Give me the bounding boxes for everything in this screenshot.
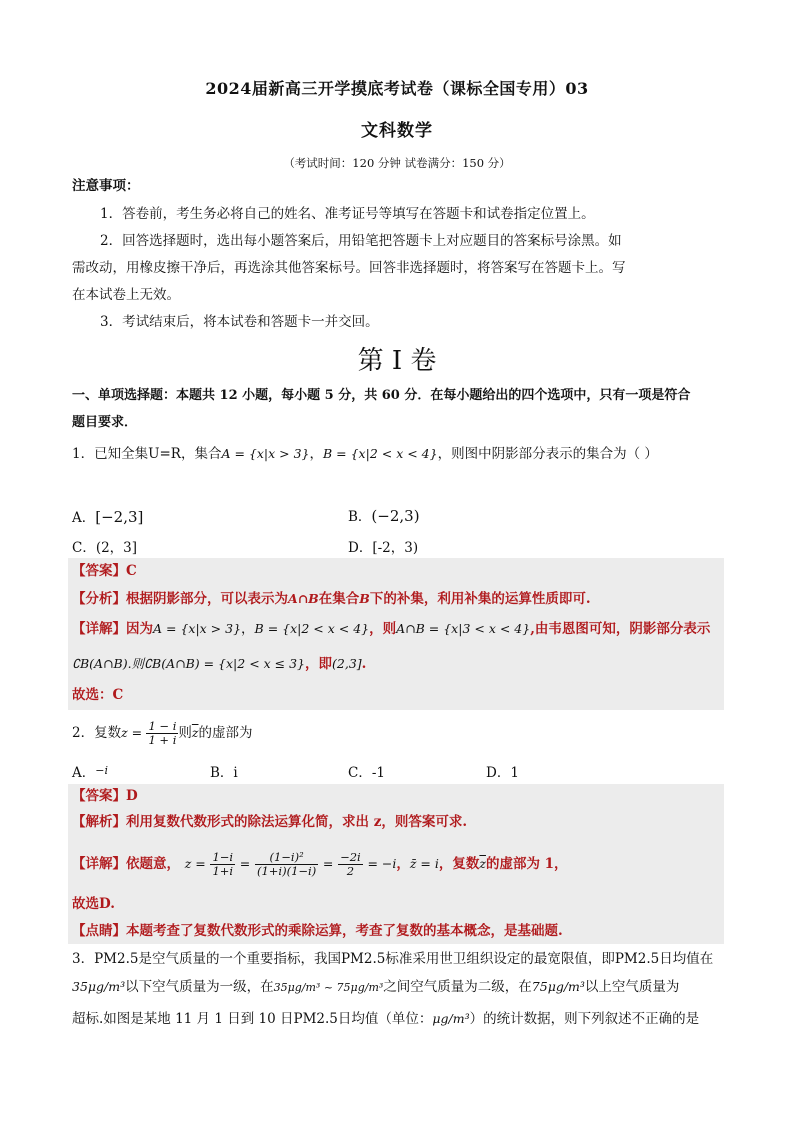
q2-conclusion: 故选D. <box>72 896 115 912</box>
q1-option-c: C．(2，3] <box>72 540 138 556</box>
q2-detail-text-3: 的虚部为 1， <box>485 856 568 872</box>
q2-answer: 【答案】D <box>72 788 138 804</box>
q3-line-3-a: 超标.如图是某地 11 月 1 日到 10 日PM2.5日均值（单位： <box>72 1011 433 1027</box>
section-instructions-line-2: 题目要求． <box>72 415 138 430</box>
q1-detail-text-1: 因为 <box>126 621 153 637</box>
q2-z-eq: z = <box>121 725 143 740</box>
q2-detail-result: = −i <box>367 856 397 871</box>
q2-fraction-numerator: 1 − i <box>148 719 177 733</box>
q1-analysis-math: A∩B <box>288 591 319 606</box>
q2-stem <box>72 716 252 750</box>
q2-zbar: $\overline{z}$ <box>191 725 199 740</box>
q1-answer: 【答案】C <box>72 563 137 579</box>
q2-option-a-label: A． <box>72 765 96 781</box>
q3-line-3-c: ）的统计数据，则下列叙述不正确的是 <box>469 1011 700 1027</box>
notice-item-1: 1．答卷前，考生务必将自己的姓名、准考证号等填写在答题卡和试卷指定位置上。 <box>100 206 595 222</box>
q1-analysis <box>72 590 591 608</box>
exam-info: （考试时间：120 分钟 试卷满分：150 分） <box>283 156 511 170</box>
q1-detail-complement: ∁B(A∩B).则∁B(A∩B) = {x|2 < x ≤ 3} <box>72 656 306 671</box>
q1-option-a-value: [−2,3] <box>95 508 144 526</box>
q2-detail-equals-2: = <box>322 856 334 871</box>
q1-conclusion: 故选：C <box>72 687 124 703</box>
q2-detail-z: z = <box>184 856 206 871</box>
q2-fraction-denominator: 1 + i <box>148 733 177 747</box>
q1-detail-set-a: A = {x|x > 3} <box>153 621 242 636</box>
q1-analysis-math-2: B <box>359 591 370 606</box>
q2-option-b: B．i <box>210 765 238 781</box>
q1-option-a-label: A． <box>72 510 96 526</box>
exam-subject: 文科数学 <box>361 121 433 141</box>
q2-detail-fraction-1 <box>210 851 235 878</box>
section-instructions-line-1: 一、单项选择题：本题共 12 小题，每小题 5 分，共 60 分．在每小题给出的四个选项中，只有一项是符合 <box>72 388 691 403</box>
q1-comma: ， <box>309 446 323 462</box>
q3-line-2-d: 之间空气质量为二级，在 <box>383 979 532 995</box>
q2-detail-tag: 【详解】 <box>72 856 126 872</box>
q2-comment-tag: 【点睛】 <box>72 923 126 939</box>
q1-detail-intersection: A∩B = {x|3 < x < 4} <box>396 621 531 636</box>
q2-detail-equals-1: = <box>239 856 251 871</box>
q2-detail-fraction-3 <box>338 851 363 878</box>
q1-detail-set-b: B = {x|2 < x < 4} <box>254 621 370 636</box>
q2-comment <box>72 922 563 940</box>
q1-analysis-text-2: 在集合 <box>318 591 360 607</box>
notice-item-2-line-2: 需改动，用橡皮擦干净后，再选涂其他答案标号。回答非选择题时，将答案写在答题卡上。写 <box>72 260 626 276</box>
q2-option-a <box>72 761 108 781</box>
q2-detail-fraction-2 <box>255 851 318 878</box>
q1-set-a: A = {x|x > 3} <box>221 446 310 461</box>
q2-detail-zbar: z̄ = i <box>409 856 439 871</box>
q3-line-2-b: 以下空气质量为一级，在 <box>125 979 274 995</box>
q1-stem-prefix: 1．已知全集 <box>72 446 149 462</box>
notice-heading: 注意事项： <box>72 178 140 194</box>
q1-detail-text-2: ，则 <box>369 621 397 637</box>
q1-analysis-tag: 【分析】 <box>72 591 126 607</box>
q3-line-2-f: 以上空气质量为 <box>584 979 680 995</box>
q1-option-b-value: (−2,3) <box>371 507 420 525</box>
notice-item-2-line-3: 在本试卷上无效。 <box>72 287 180 303</box>
q2-option-d: D．1 <box>486 765 519 781</box>
q2-detail: 【详解】依题意， z = $\frac{1-i}{1+i}$ = $\frac{\text{(1−i)²}}{(1+i)(1-i)}$ = $\frac{-2i}{2}$ = −i，z̄ = i，复数$\overline{z}$的虚部为 1， <box>72 850 568 878</box>
q2-detail-f1-den: 1+i <box>212 864 234 878</box>
q3-line-3-b: μg/m³ <box>432 1011 470 1026</box>
notice-item-2-line-1: 2．回答选择题时，选出每小题答案后，用铅笔把答题卡上对应题目的答案标号涂黑。如 <box>100 233 622 249</box>
q1-set-b: B = {x|2 < x < 4} <box>323 446 438 461</box>
q1-option-d: D．[-2，3) <box>348 540 419 556</box>
q3-line-2-e: 75μg/m³ <box>531 979 585 994</box>
q1-analysis-text-3: 下的补集，利用补集的运算性质即可. <box>369 591 591 607</box>
q2-detail-f2-num: (1−i)² <box>255 851 318 865</box>
q1-detail-comma: ， <box>241 621 255 637</box>
q2-detail-zbar-symbol: $\overline{z}$ <box>479 856 486 871</box>
q3-line-2-a: 35μg/m³ <box>72 979 126 994</box>
q2-stem-suffix: 的虚部为 <box>198 725 253 741</box>
q1-detail-line-2 <box>72 655 366 673</box>
q1-option-b-label: B． <box>348 509 372 525</box>
q1-detail-line-2-text: ，即 <box>305 656 333 672</box>
q2-stem-prefix: 2．复数 <box>72 725 122 741</box>
q2-comment-text: 本题考查了复数代数形式的乘除运算，考查了复数的基本概念，是基础题. <box>126 923 563 939</box>
q3-line-2 <box>72 978 679 997</box>
q1-option-a <box>72 506 143 526</box>
q2-stem-mid: 则 <box>178 725 192 741</box>
notice-item-3: 3．考试结束后，将本试卷和答题卡一并交回。 <box>100 314 379 330</box>
q2-analysis-tag: 【解析】 <box>72 814 126 830</box>
q2-analysis-text: 利用复数代数形式的除法运算化简，求出 z，则答案可求. <box>126 814 468 830</box>
q3-line-3 <box>72 1010 699 1028</box>
q1-detail-line-1 <box>72 620 710 638</box>
exam-title: 2024届新高三开学摸底考试卷（课标全国专用）03 <box>205 79 589 98</box>
q2-fraction <box>146 720 178 747</box>
q1-stem <box>72 445 658 463</box>
q1-detail-result: (2,3] <box>332 656 362 671</box>
q1-detail-tag: 【详解】 <box>72 621 126 637</box>
q1-option-b <box>348 505 420 525</box>
q1-analysis-text: 根据阴影部分，可以表示为 <box>126 591 288 607</box>
q3-line-1: 3．PM2.5是空气质量的一个重要指标，我国PM2.5标准采用世卫组织设定的最宽限值，即PM2.5日均值在 <box>72 951 714 967</box>
q2-detail-text-2: ，复数 <box>438 856 480 872</box>
q2-detail-f3-den: 2 <box>346 864 355 878</box>
q2-detail-f1-num: 1−i <box>212 850 234 864</box>
q1-detail-line-2-end: . <box>361 656 367 672</box>
q2-detail-text-1: 依题意， <box>126 856 180 872</box>
q2-option-a-value: −i <box>95 764 108 777</box>
section-title: 第 I 卷 <box>357 346 437 376</box>
q2-analysis <box>72 813 467 831</box>
q1-sets-prefix: ，集合 <box>180 446 222 462</box>
q2-detail-f2-den: (1+i)(1−i) <box>256 864 317 878</box>
q3-line-2-c: 35μg/m³ ~ 75μg/m³ <box>273 981 384 994</box>
q2-detail-f3-num: −2i <box>340 850 361 864</box>
q1-stem-suffix: ，则图中阴影部分表示的集合为（ ） <box>437 446 658 462</box>
q1-universe: U=R <box>148 446 181 462</box>
q1-detail-text-3: ,由韦恩图可知，阴影部分表示 <box>530 621 711 637</box>
q2-option-c: C．-1 <box>348 765 385 781</box>
